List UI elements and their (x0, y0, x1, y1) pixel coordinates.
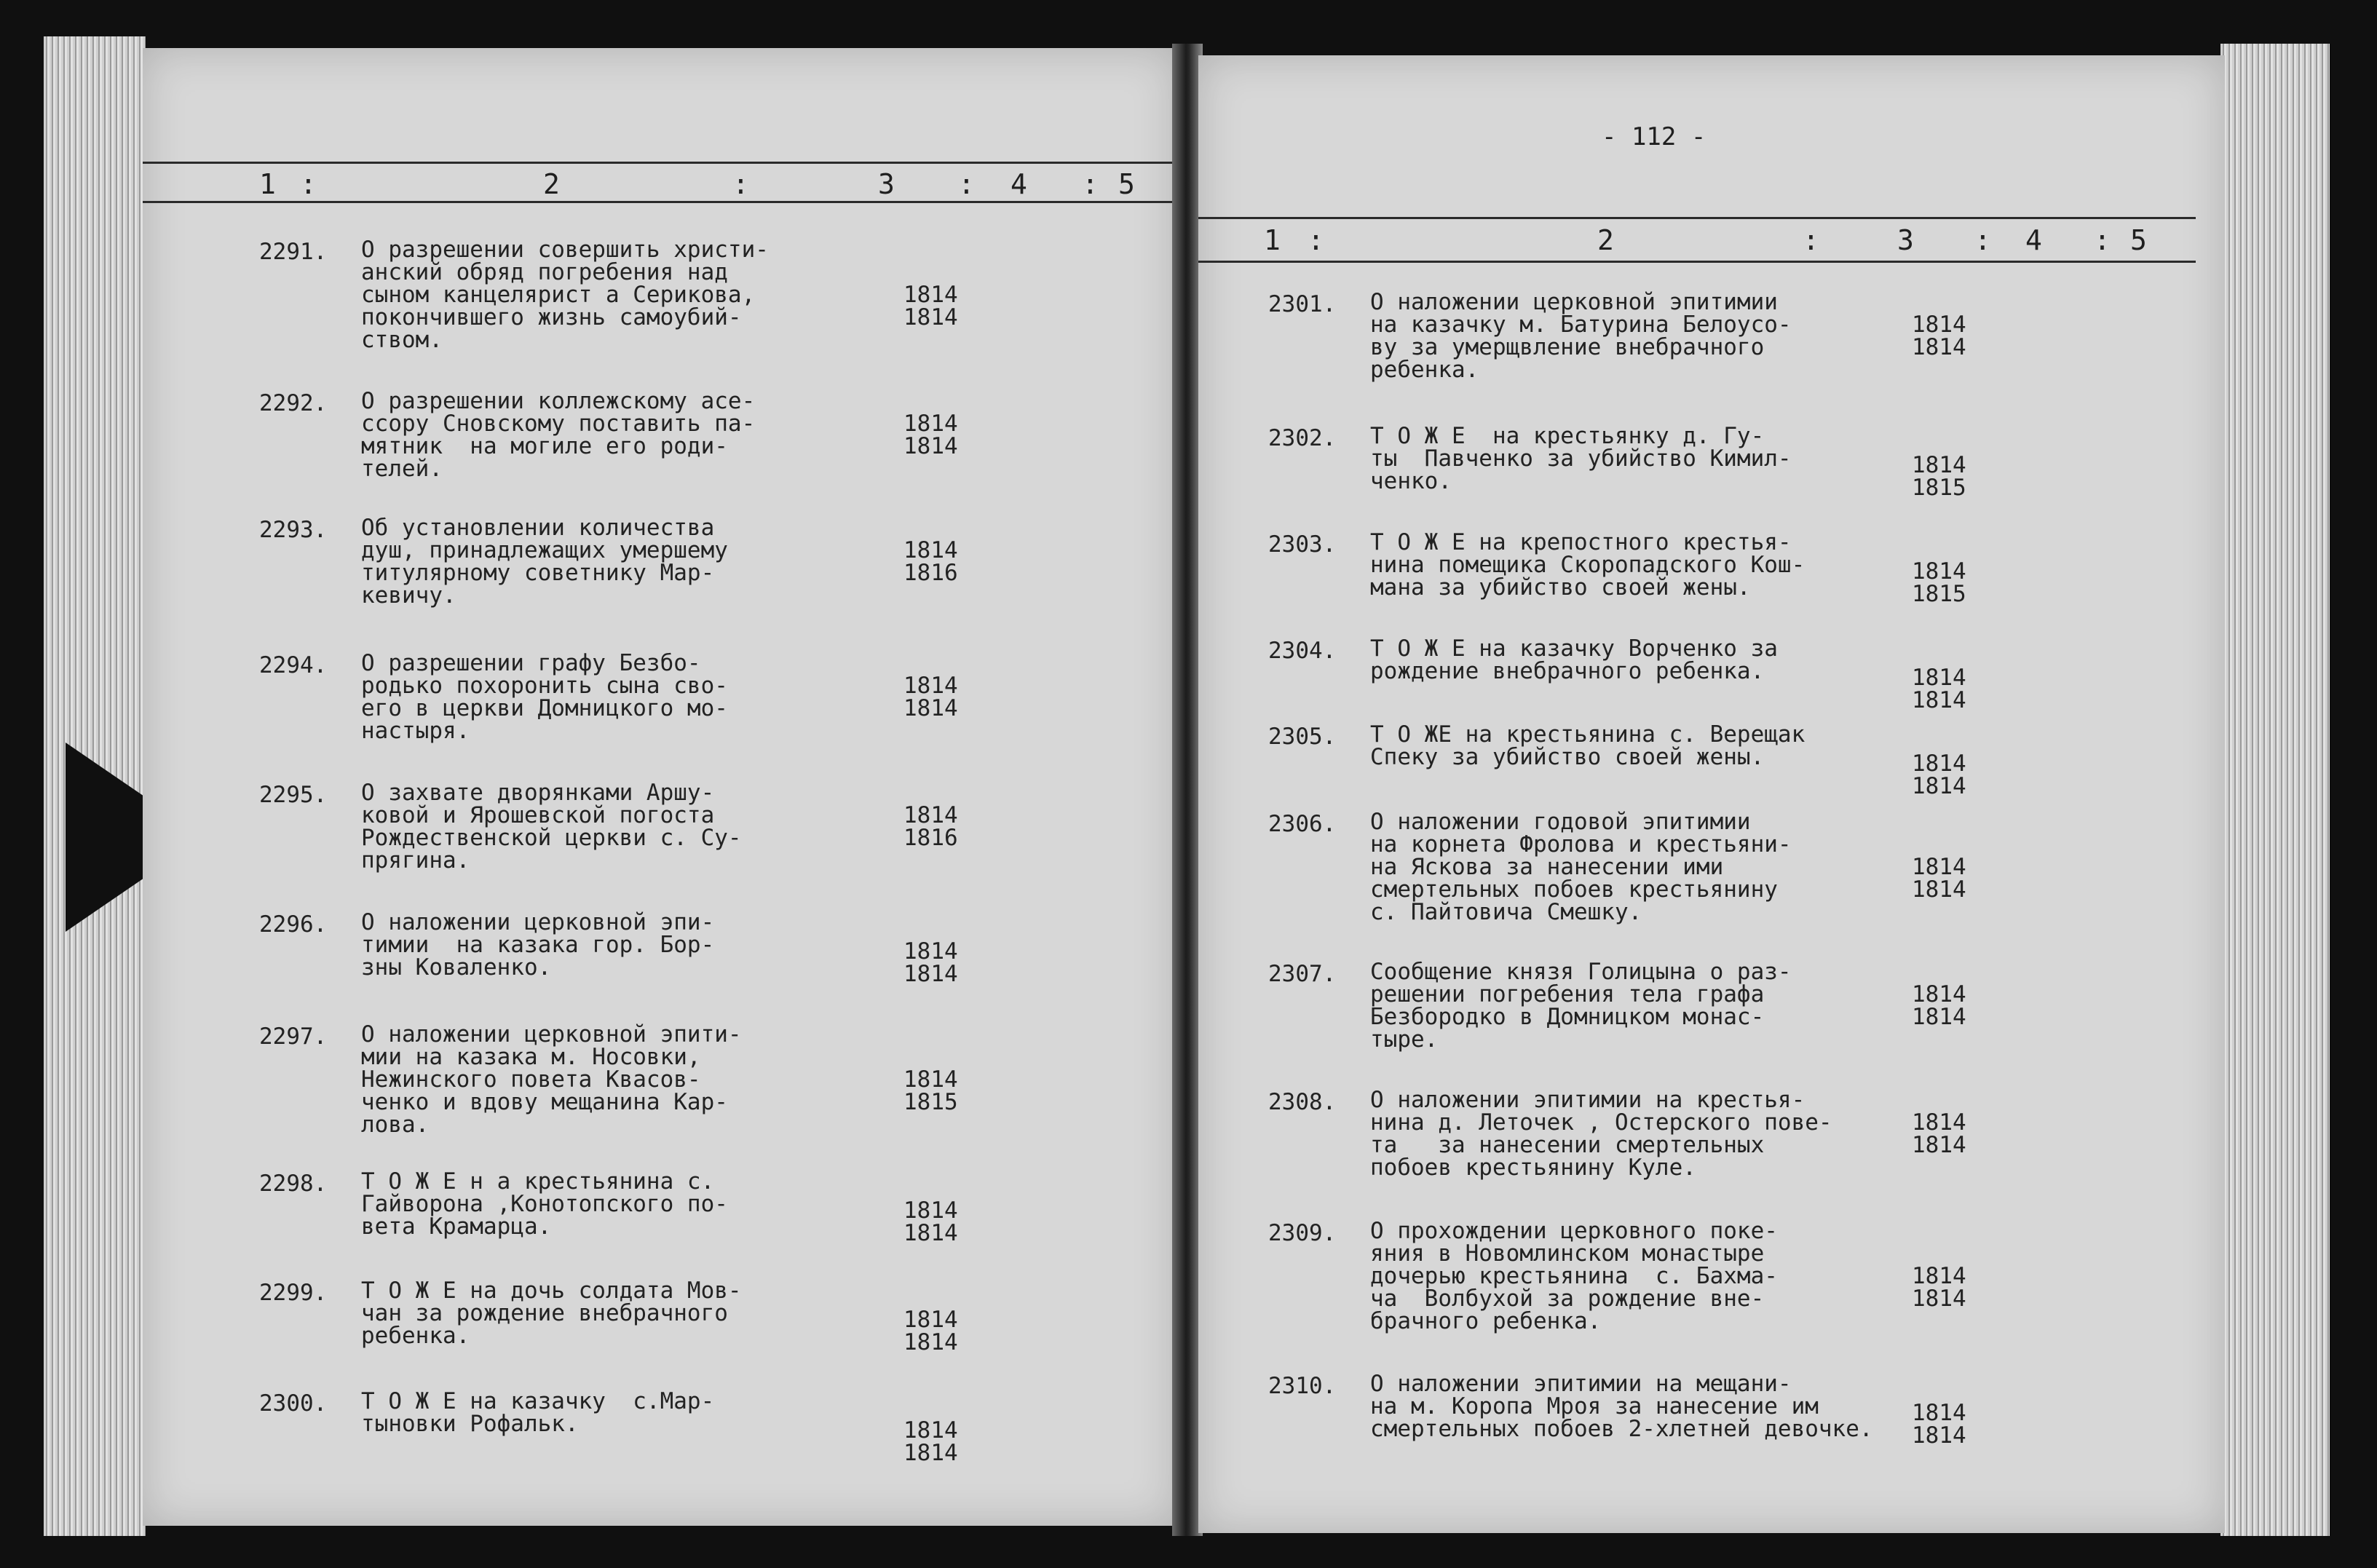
column-number: 4 (1010, 168, 1027, 200)
column-separator: : (300, 168, 317, 200)
right-page (1198, 55, 2225, 1533)
year-end: 1814 (903, 433, 958, 459)
year-start: 1814 (903, 802, 958, 828)
column-separator: : (958, 168, 975, 200)
entry-number: 2306. (1268, 811, 1337, 837)
year-start: 1814 (1912, 312, 1966, 338)
column-number: 1 (1264, 224, 1281, 256)
entry-number: 2293. (259, 517, 328, 543)
column-separator: : (1082, 168, 1099, 200)
entry-number: 2302. (1268, 425, 1337, 451)
year-start: 1814 (1912, 1400, 1966, 1426)
left-page (143, 48, 1176, 1526)
year-start: 1814 (1912, 1263, 1966, 1289)
column-number: 4 (2025, 224, 2042, 256)
year-end: 1814 (903, 1220, 958, 1246)
header-rule-top (1198, 217, 2196, 219)
year-end: 1815 (1912, 581, 1966, 607)
year-end: 1814 (1912, 876, 1966, 903)
entry-number: 2303. (1268, 531, 1337, 558)
year-start: 1814 (1912, 452, 1966, 478)
entry-description: О наложении эпитимии на крестья- нина д. Леточек , Остерского пове- та за нанесении смертельных побоев крестьянину Куле. (1370, 1087, 1832, 1181)
entry-number: 2305. (1268, 724, 1337, 750)
entry-description: О наложении эпитимии на мещани- на м. Коропа Мроя за нанесение им смертельных побоев 2-хлетней девочке. (1370, 1371, 1873, 1442)
column-separator: : (1308, 224, 1324, 256)
year-end: 1815 (1912, 475, 1966, 501)
entry-number: 2296. (259, 911, 328, 938)
entry-description: О наложении церковной эпити- мии на казака м. Носовки, Нежинского повета Квасов- ченко и вдову мещанина Кар- лова. (361, 1021, 742, 1138)
year-end: 1814 (1912, 687, 1966, 713)
entry-description: Об установлении количества душ, принадлежащих умершему титулярному советнику Мар- кевичу. (361, 515, 728, 609)
right-page-edges (2220, 44, 2330, 1536)
entry-description: О разрешении графу Безбо- родько похоронить сына сво- его в церкви Домницкого мо- настыря. (361, 650, 728, 744)
year-end: 1815 (903, 1089, 958, 1115)
entry-number: 2291. (259, 239, 328, 265)
entry-number: 2294. (259, 652, 328, 678)
year-start: 1814 (1912, 558, 1966, 585)
entry-number: 2295. (259, 782, 328, 808)
entry-number: 2304. (1268, 638, 1337, 664)
entry-number: 2310. (1268, 1373, 1337, 1399)
page-number: - 112 - (1602, 122, 1706, 151)
column-number: 2 (1597, 224, 1614, 256)
entry-description: О наложении церковной эпитимии на казачку м. Батурина Белоусо- ву за умерщвление внебрачного ребенка. (1370, 289, 1792, 383)
column-separator: : (2094, 224, 2111, 256)
column-number: 3 (1897, 224, 1914, 256)
column-separator: : (732, 168, 749, 200)
entry-description: О прохождении церковного поке- яния в Новомлинском монастыре дочерью крестьянина с. Бахма- ча Волбухой за рождение вне- брачного ребенка. (1370, 1218, 1778, 1334)
entry-number: 2292. (259, 390, 328, 416)
column-separator: : (1803, 224, 1819, 256)
entry-description: Т О Ж Е на казачку Ворченко за рождение внебрачного ребенка. (1370, 635, 1778, 684)
entry-number: 2309. (1268, 1220, 1337, 1246)
header-rule-bottom (143, 201, 1176, 203)
column-number: 3 (878, 168, 895, 200)
year-start: 1814 (1912, 751, 1966, 777)
year-end: 1814 (1912, 334, 1966, 360)
entry-description: Т О Ж Е на крепостного крестья- нина помещика Скоропадского Кош- мана за убийство своей жены. (1370, 529, 1806, 601)
year-end: 1814 (1912, 1004, 1966, 1030)
entry-description: Т О Ж Е на казачку с.Мар- тыновки Рофальк. (361, 1388, 715, 1437)
entry-description: О наложении церковной эпи- тимии на казака гор. Бор- зны Коваленко. (361, 909, 715, 981)
entry-number: 2301. (1268, 291, 1337, 317)
column-number: 1 (259, 168, 276, 200)
year-start: 1814 (1912, 1109, 1966, 1136)
entry-description: Сообщение князя Голицына о раз- решении погребения тела графа Безбородко в Домницком монас- тыре. (1370, 959, 1792, 1053)
year-end: 1814 (903, 304, 958, 330)
year-start: 1814 (1912, 854, 1966, 880)
entry-number: 2298. (259, 1171, 328, 1197)
entry-number: 2307. (1268, 961, 1337, 987)
year-end: 1816 (903, 560, 958, 586)
year-start: 1814 (903, 1197, 958, 1224)
year-start: 1814 (1912, 981, 1966, 1007)
year-start: 1814 (903, 1066, 958, 1093)
year-start: 1814 (903, 673, 958, 699)
year-end: 1814 (1912, 1286, 1966, 1312)
entry-description: Т О Ж Е н а крестьянина с. Гайворона ,Конотопского по- вета Крамарца. (361, 1168, 728, 1240)
entry-description: О захвате дворянками Аршу- ковой и Ярошевской погоста Рождественской церкви с. Су- прягина. (361, 780, 742, 874)
entry-number: 2308. (1268, 1089, 1337, 1115)
year-start: 1814 (903, 1417, 958, 1444)
column-number: 2 (543, 168, 560, 200)
year-end: 1814 (903, 695, 958, 721)
entry-number: 2300. (259, 1390, 328, 1417)
year-start: 1814 (903, 411, 958, 437)
entry-description: Т О Ж Е на дочь солдата Мов- чан за рождение внебрачного ребенка. (361, 1278, 742, 1349)
year-end: 1814 (903, 961, 958, 987)
header-rule-top (143, 162, 1176, 164)
year-end: 1814 (1912, 1422, 1966, 1449)
entry-description: О разрешении коллежскому асе- ссору Сновскому поставить па- мятник на могиле его роди- телей. (361, 388, 756, 482)
column-separator: : (1974, 224, 1991, 256)
year-start: 1814 (903, 1307, 958, 1333)
entry-description: Т О Ж Е на крестьянку д. Гу- ты Павченко за убийство Кимил- ченко. (1370, 423, 1792, 494)
year-start: 1814 (903, 938, 958, 965)
year-start: 1814 (903, 282, 958, 308)
year-end: 1816 (903, 825, 958, 851)
year-end: 1814 (1912, 773, 1966, 799)
header-rule-bottom (1198, 261, 2196, 263)
year-start: 1814 (903, 537, 958, 563)
entry-number: 2297. (259, 1023, 328, 1050)
year-start: 1814 (1912, 665, 1966, 691)
column-number: 5 (1118, 168, 1135, 200)
column-number: 5 (2130, 224, 2147, 256)
entry-description: О наложении годовой эпитимии на корнета Фролова и крестьяни- на Яскова за нанесении ими смертельных побоев крестьянину с. Пайтовича Смешку. (1370, 809, 1792, 925)
entry-description: Т О ЖЕ на крестьянина с. Верещак Спеку за убийство своей жены. (1370, 721, 1806, 770)
year-end: 1814 (903, 1440, 958, 1466)
entry-number: 2299. (259, 1280, 328, 1306)
year-end: 1814 (903, 1329, 958, 1355)
entry-description: О разрешении совершить христи- анский обряд погребения над сыном канцелярист а Серикова, покончившего жизнь самоубий- ством. (361, 237, 769, 353)
year-end: 1814 (1912, 1132, 1966, 1158)
